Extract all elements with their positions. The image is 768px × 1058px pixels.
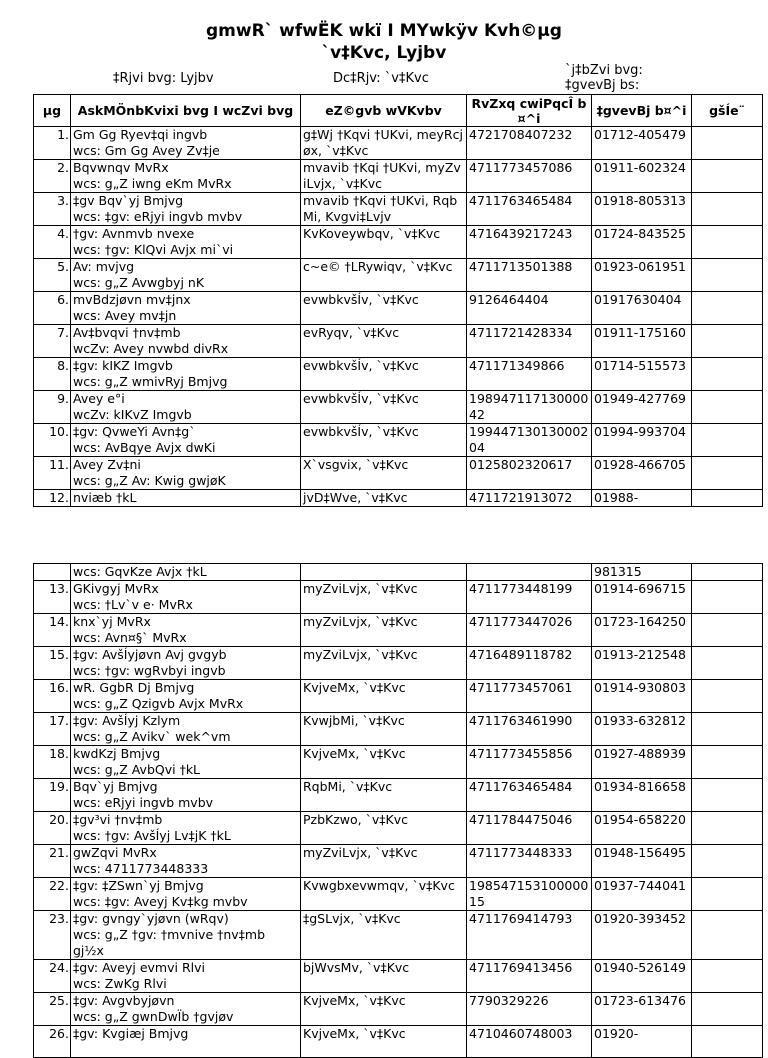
mobile-cell: 01933-632812 [592,713,692,746]
name-cell [71,779,301,812]
address-cell: Kvwgbxevwmqv, `v‡Kvc [301,878,467,911]
document-title-line1: gmwR` wfwËK wkï I MYwkÿv Kvh©µg [206,21,562,41]
mobile-cell: 01923-061951 [592,259,692,292]
nid-cell: 19854715310000015 [467,878,592,911]
header-mobile: ‡gvevBj b¤^i [592,95,692,127]
name-cell [71,391,301,424]
table-row [34,960,763,993]
name-cell [71,581,301,614]
nid-cell: 4711763465484 [467,779,592,812]
address-cell: KvjveMx, `v‡Kvc [301,680,467,713]
district-label: ‡Rjvi bvg: Lyjbv [113,71,214,86]
remarks-cell [692,1026,763,1058]
serial-cell: 20. [34,812,71,845]
table-row [34,812,763,845]
name-cell [71,325,301,358]
header-nid: RvZxq cwiPqcÎ b¤^i [467,95,592,127]
serial-cell: 24. [34,960,71,993]
name-cell [71,490,301,507]
participant-name: Bqvwnqv MvRx [73,160,169,175]
address-cell: evwbkvšÍv, `v‡Kvc [301,424,467,457]
nid-cell: 4711773457086 [467,160,592,193]
nid-cell: 19944713013000204 [467,424,592,457]
nid-cell: 9126464404 [467,292,592,325]
remarks-cell [692,647,763,680]
serial-cell: 5. [34,259,71,292]
participant-table-top [33,94,763,507]
mobile-cell: 01917630404 [592,292,692,325]
serial-cell: 16. [34,680,71,713]
name-cell [71,193,301,226]
father-name: wcs: 4711773448333 [73,861,209,876]
serial-cell: 17. [34,713,71,746]
serial-cell: 3. [34,193,71,226]
mobile-cell: 01954-658220 [592,812,692,845]
name-cell [71,292,301,325]
table-row [34,614,763,647]
father-name-cont: gj½x [73,943,104,958]
team-leader-label: `j‡bZvi bvg: [565,63,643,78]
remarks-cell [692,391,763,424]
father-name: wcs: Gm Gg Avey Zv‡je [73,143,220,158]
serial-cell: 13. [34,581,71,614]
address-cell: evwbkvšÍv, `v‡Kvc [301,391,467,424]
participant-name: knx`yj MvRx [73,614,151,629]
serial-cell: 22. [34,878,71,911]
father-name: wcs: Avn¤§` MvRx [73,630,187,645]
name-cell [71,993,301,1026]
mobile-cell: 01712-405479 [592,127,692,160]
table-row [34,746,763,779]
address-cell: evRyqv, `v‡Kvc [301,325,467,358]
table-row [34,581,763,614]
table-row [34,358,763,391]
address-cell: myZviLvjx, `v‡Kvc [301,647,467,680]
mobile-cell: 01914-930803 [592,680,692,713]
serial-cell: 6. [34,292,71,325]
mobile-cell: 01937-744041 [592,878,692,911]
table-row [34,779,763,812]
participant-name: †gv: Avnmvb nvexe [73,226,195,241]
header-remarks: gšÍe¨ [692,95,763,127]
mobile-cell: 01928-466705 [592,457,692,490]
name-cell [71,960,301,993]
nid-cell: 4711769413456 [467,960,592,993]
nid-cell: 4711773447026 [467,614,592,647]
nid-cell: 471171349866 [467,358,592,391]
father-name: wcs: ‡gv: eRjyi ingvb mvbv [73,209,243,224]
table-row [34,647,763,680]
participant-name: Avey e°i [73,391,125,406]
remarks-cell [692,490,763,507]
serial-cell: 4. [34,226,71,259]
mobile-cell: 01920-393452 [592,911,692,960]
remarks-cell [692,358,763,391]
mobile-cell: 01723-164250 [592,614,692,647]
remarks-cell [692,325,763,358]
serial-cell: 10. [34,424,71,457]
participant-name: Av: mvjvg [73,259,135,274]
father-name: wcs: †gv: KlQvi Avjx mi`vi [73,242,234,257]
participant-table-bottom [33,563,763,1058]
name-cell [71,680,301,713]
name-cell [71,424,301,457]
serial-cell: 15. [34,647,71,680]
address-cell: myZviLvjx, `v‡Kvc [301,845,467,878]
participant-name: ‡gv: Avgvbyjøvn [73,993,175,1008]
participant-name: Av‡bvqvi †nv‡mb [73,325,181,340]
table-row [34,713,763,746]
header-serial: µg [34,95,71,127]
participant-name: kwdKzj Bmjvg [73,746,161,761]
father-name: wcs: g„Z iwng eKm MvRx [73,176,232,191]
name-cell [71,878,301,911]
remarks-cell [692,911,763,960]
participant-name: ‡gv: Aveyj evmvi Rlvi [73,960,205,975]
mobile-cell: 01988- [592,490,692,507]
serial-cell: 14. [34,614,71,647]
nid-cell: 4721708407232 [467,127,592,160]
table-row [34,193,763,226]
mobile-cell: 01948-156495 [592,845,692,878]
name-cell [71,911,301,960]
father-name: wcs: g„Z †gv: †mvnive †nv‡mb [73,927,266,942]
participant-name: gwZqvi MvRx [73,845,157,860]
remarks-cell [692,193,763,226]
mobile-cell: 01724-843525 [592,226,692,259]
address-cell: mvavib †Kqvi †UKvi, RqbMi, Kvgvi‡Lvjv [301,193,467,226]
nid-cell: 4716439217243 [467,226,592,259]
address-cell: myZviLvjx, `v‡Kvc [301,614,467,647]
address-cell: jvD‡Wve, `v‡Kvc [301,490,467,507]
participant-name: ‡gv: Kvgiæj Bmjvg [73,1026,189,1041]
nid-cell: 4711773448199 [467,581,592,614]
mobile-cell: 01940-526149 [592,960,692,993]
participant-name: ‡gv: AvšÍyjøvn Avj gvgyb [73,647,227,662]
upazila-label: Dc‡Rjv: `v‡Kvc [333,71,429,86]
father-name: wcs: Avey mv‡jn [73,308,177,323]
participant-name: Gm Gg Ryev‡qi ingvb [73,127,208,142]
nid-cell: 4711763465484 [467,193,592,226]
table-row [34,424,763,457]
remarks-cell [692,812,763,845]
nid-cell: 4711721428334 [467,325,592,358]
father-name: wcZv: kIKvZ Imgvb [73,407,192,422]
father-name: wcs: g„Z Avikv` wek^vm [73,729,231,744]
row12-mobile-cell: 981315 [592,564,692,581]
nid-cell: 4711713501388 [467,259,592,292]
remarks-cell [692,226,763,259]
participant-name: ‡gv Bqv`yj Bmjvg [73,193,184,208]
remarks-cell [692,457,763,490]
father-name: wcs: ZwKg Rlvi [73,976,167,991]
serial-cell: 12. [34,490,71,507]
remarks-cell [692,993,763,1026]
nid-cell: 4710460748003 [467,1026,592,1058]
serial-cell: 7. [34,325,71,358]
father-name: wcs: eRjyi ingvb mvbv [73,795,214,810]
table-row [34,490,763,507]
serial-cell: 8. [34,358,71,391]
participant-name: Bqv`yj Bmjvg [73,779,158,794]
father-name: wcs: g„Z gwnDwÏb †gvjøv [73,1009,234,1024]
name-cell [71,259,301,292]
remarks-cell [692,960,763,993]
nid-cell: 4711773457061 [467,680,592,713]
table-row [34,292,763,325]
serial-cell: 1. [34,127,71,160]
mobile-cell: 01918-805313 [592,193,692,226]
nid-cell: 4711784475046 [467,812,592,845]
serial-cell: 26. [34,1026,71,1058]
remarks-cell [692,424,763,457]
name-cell [71,127,301,160]
father-name: wcs: g„Z Qzigvb Avjx MvRx [73,696,244,711]
father-name: wcs: †gv: AvšÍyj Lv‡jK †kL [73,828,231,843]
name-cell [71,1026,301,1058]
row12-father-cell: wcs: GqvKze Avjx †kL [71,564,301,581]
remarks-cell [692,746,763,779]
mobile-cell: 01934-816658 [592,779,692,812]
table-row [34,457,763,490]
remarks-cell [692,779,763,812]
mobile-cell: 01913-212548 [592,647,692,680]
address-cell: KvjveMx, `v‡Kvc [301,993,467,1026]
participant-name: nviæb †kL [73,490,137,505]
father-name: wcs: g„Z Avwgbyj nK [73,275,205,290]
document-title-line2: `v‡Kvc, Lyjbv [321,43,447,63]
name-cell [71,226,301,259]
remarks-cell [692,713,763,746]
serial-cell: 19. [34,779,71,812]
address-cell: mvavib †Kqi †UKvi, myZviLvjx, `v‡Kvc [301,160,467,193]
table-row [34,160,763,193]
table-row [34,911,763,960]
mobile-cell: 01949-427769 [592,391,692,424]
table-row [34,993,763,1026]
table-row [34,259,763,292]
name-cell [71,614,301,647]
father-name: wcs: g„Z wmivRyj Bmjvg [73,374,228,389]
remarks-cell [692,581,763,614]
address-cell: KvjveMx, `v‡Kvc [301,1026,467,1058]
name-cell [71,457,301,490]
serial-cell: 2. [34,160,71,193]
participant-name: ‡gv³vi †nv‡mb [73,812,163,827]
address-cell: evwbkvšÍv, `v‡Kvc [301,358,467,391]
father-name: wcs: ‡gv: Aveyj Kv‡kg mvbv [73,894,248,909]
participant-name: ‡gv: gvngy`yjøvn (wRqv) [73,911,229,926]
mobile-cell: 01914-696715 [592,581,692,614]
mobile-cell: 01911-175160 [592,325,692,358]
address-cell: KvjveMx, `v‡Kvc [301,746,467,779]
address-cell: myZviLvjx, `v‡Kvc [301,581,467,614]
participant-name: mvBdzjøvn mv‡jnx [73,292,191,307]
nid-cell: 19894711713000042 [467,391,592,424]
nid-cell: 4711773455856 [467,746,592,779]
nid-cell: 4711773448333 [467,845,592,878]
participant-name: Avey Zv‡ni [73,457,141,472]
serial-cell: 9. [34,391,71,424]
participant-name: ‡gv: QvweYi Avn‡g` [73,424,196,439]
nid-cell: 4711763461990 [467,713,592,746]
father-name: wcs: AvBqye Avjx dwKi [73,440,216,455]
mobile-cell: 01994-993704 [592,424,692,457]
table-row [34,564,763,581]
participant-name: GKivgyj MvRx [73,581,159,596]
mobile-cell: 01714-515573 [592,358,692,391]
name-cell [71,746,301,779]
address-cell: RqbMi, `v‡Kvc [301,779,467,812]
nid-cell: 4711721913072 [467,490,592,507]
mobile-cell: 01723-613476 [592,993,692,1026]
mobile-cell: 01911-602324 [592,160,692,193]
father-name: wcs: †Lv`v e· MvRx [73,597,193,612]
father-name: wcs: †gv: wgRvbyi ingvb [73,663,226,678]
table-row [34,325,763,358]
name-cell [71,845,301,878]
table-row [34,1026,763,1058]
header-address: eZ©gvb wVKvbv [301,95,467,127]
address-cell: evwbkvšÍv, `v‡Kvc [301,292,467,325]
remarks-cell [692,292,763,325]
serial-cell: 11. [34,457,71,490]
name-cell [71,713,301,746]
address-cell: X`vsgvix, `v‡Kvc [301,457,467,490]
table-row [34,878,763,911]
address-cell: c~e© †LRywiqv, `v‡Kvc [301,259,467,292]
table-row [34,391,763,424]
nid-cell: 4716489118782 [467,647,592,680]
remarks-cell [692,127,763,160]
father-name: wcZv: Avey nvwbd divRx [73,341,229,356]
mobile-cell: 01927-488939 [592,746,692,779]
address-cell: ‡gSLvjx, `v‡Kvc [301,911,467,960]
participant-name: ‡gv: ‡ZSwn`yj Bmjvg [73,878,204,893]
serial-cell: 21. [34,845,71,878]
serial-cell: 25. [34,993,71,1026]
address-cell: g‡Wj †Kqvi †UKvi, meyRcjøx, `v‡Kvc [301,127,467,160]
mobile-label: ‡gvevBj bs: [565,78,640,93]
remarks-cell [692,845,763,878]
name-cell [71,160,301,193]
father-name: wcs: g„Z Av: Kwig gwjøK [73,473,226,488]
address-cell: bjWvsMv, `v‡Kvc [301,960,467,993]
table-row [34,680,763,713]
name-cell [71,812,301,845]
participant-name: ‡gv: kIKZ Imgvb [73,358,173,373]
remarks-cell [692,614,763,647]
serial-cell: 18. [34,746,71,779]
remarks-cell [692,680,763,713]
remarks-cell [692,259,763,292]
table-row [34,127,763,160]
nid-cell: 0125802320617 [467,457,592,490]
remarks-cell [692,160,763,193]
address-cell: PzbKzwo, `v‡Kvc [301,812,467,845]
table-row [34,845,763,878]
nid-cell: 4711769414793 [467,911,592,960]
participant-name: ‡gv: AvšÍyj Kzlym [73,713,181,728]
father-name: wcs: g„Z AvbQvi †kL [73,762,201,777]
header-name: AskMÖnbKvixi bvg I wcZvi bvg [71,95,301,127]
table-row [34,226,763,259]
mobile-cell: 01920- [592,1026,692,1058]
name-cell [71,647,301,680]
remarks-cell [692,878,763,911]
address-cell: KvwjbMi, `v‡Kvc [301,713,467,746]
participant-name: wR. GgbR Dj Bmjvg [73,680,195,695]
name-cell [71,358,301,391]
address-cell: KvKoveywbqv, `v‡Kvc [301,226,467,259]
serial-cell: 23. [34,911,71,960]
nid-cell: 7790329226 [467,993,592,1026]
